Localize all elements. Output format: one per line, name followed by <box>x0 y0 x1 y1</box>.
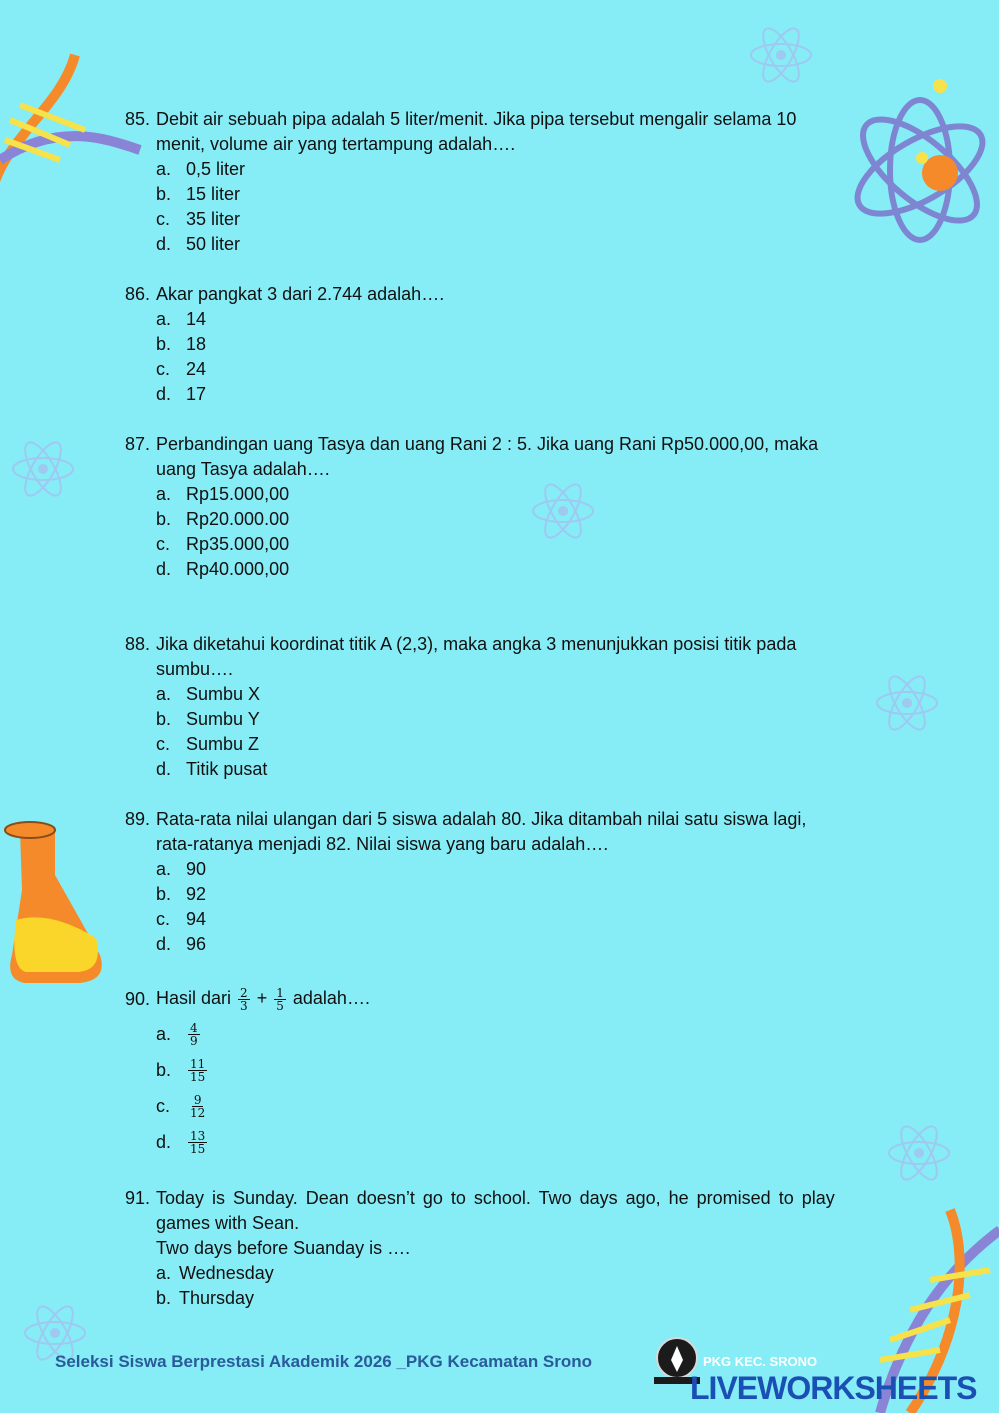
answer-option[interactable]: c. 94 <box>156 909 207 929</box>
atom-small-icon <box>10 436 76 502</box>
fraction: $\frac{4}{9}$ <box>190 1020 198 1048</box>
question-text: games with Sean. <box>156 1213 300 1233</box>
question-number: 89. <box>125 809 151 829</box>
fraction: $\frac{13}{15}$ <box>190 1128 206 1156</box>
answer-option[interactable]: d. $\frac{13}{15}$ <box>156 1128 206 1156</box>
question-text: uang Tasya adalah…. <box>156 459 330 479</box>
pkg-label: PKG KEC. SRONO <box>703 1354 818 1369</box>
answer-option[interactable]: c. 24 <box>156 359 207 379</box>
question-text: Hasil dari <box>156 988 232 1009</box>
question-text: sumbu…. <box>156 659 234 679</box>
question-number: 90. <box>125 988 151 1009</box>
answer-option[interactable]: b. 18 <box>156 334 207 354</box>
question-86 <box>125 282 905 407</box>
question-text: Two days before Suanday is …. <box>156 1238 411 1258</box>
fraction: $\frac{9}{12}$ <box>190 1092 206 1120</box>
question-number: 91. <box>125 1188 151 1208</box>
question-number: 86. <box>125 284 151 304</box>
question-89 <box>125 807 905 957</box>
question-number: 88. <box>125 634 151 654</box>
answer-option[interactable]: d. 17 <box>156 384 207 404</box>
atom-small-icon <box>748 22 814 88</box>
footer-title: Seleksi Siswa Berprestasi Akademik 2026 _PKG Kecamatan Srono <box>55 1352 593 1371</box>
answer-option[interactable]: b. Rp20.000.00 <box>156 509 290 529</box>
answer-option[interactable]: a. $\frac{4}{9}$ <box>156 1020 198 1048</box>
answer-option[interactable]: a. 90 <box>156 859 207 879</box>
answer-option[interactable]: c. $\frac{9}{12}$ <box>156 1092 206 1120</box>
answer-option[interactable]: d. Titik pusat <box>156 759 268 779</box>
question-90: 90. Hasil dari $\frac{2}{3}$ + $\frac{1}{5}$ adalah…. a. $\frac{4}{9}$ b. $\frac{11}{15}$ c. $\frac{9}{12}$ d. $\frac{13}{15}$ <box>125 984 905 1160</box>
question-85 <box>125 107 905 257</box>
answer-option[interactable]: b. 15 liter <box>156 184 241 204</box>
answer-option[interactable]: c. 35 liter <box>156 209 241 229</box>
answer-option[interactable]: b. Sumbu Y <box>156 709 260 729</box>
answer-option[interactable]: a. 14 <box>156 309 207 329</box>
answer-option[interactable]: d. Rp40.000,00 <box>156 559 290 579</box>
liveworksheets-brand: LIVEWORKSHEETS <box>690 1370 977 1406</box>
question-number: 85. <box>125 109 151 129</box>
answer-option[interactable]: a. Sumbu X <box>156 684 261 704</box>
question-88 <box>125 632 905 782</box>
answer-option[interactable]: d. 50 liter <box>156 234 241 254</box>
answer-option[interactable]: b. $\frac{11}{15}$ <box>156 1056 206 1084</box>
question-number: 87. <box>125 434 151 454</box>
answer-option[interactable]: a. 0,5 liter <box>156 159 246 179</box>
answer-option[interactable]: b. 92 <box>156 884 207 904</box>
question-text: rata-ratanya menjadi 82. Nilai siswa yang baru adalah…. <box>156 834 609 854</box>
answer-option[interactable]: c. Sumbu Z <box>156 734 260 754</box>
answer-option[interactable]: c. Rp35.000,00 <box>156 534 290 554</box>
question-text: Today is Sunday. Dean doesn’t go to school. Two days ago, he promised to play <box>156 1188 835 1208</box>
question-91 <box>125 1186 927 1311</box>
question-text: Rata-rata nilai ulangan dari 5 siswa adalah 80. Jika ditambah nilai satu siswa lagi, <box>156 809 807 829</box>
flask-decoration <box>0 820 110 990</box>
question-text: Jika diketahui koordinat titik A (2,3), maka angka 3 menunjukkan posisi titik pada <box>156 634 797 654</box>
question-text: Perbandingan uang Tasya dan uang Rani 2 : 5. Jika uang Rani Rp50.000,00, maka <box>156 434 819 454</box>
question-text: menit, volume air yang tertampung adalah…. <box>156 134 516 154</box>
fraction: $\frac{11}{15}$ <box>190 1056 206 1084</box>
question-87 <box>125 432 905 582</box>
question-text: Akar pangkat 3 dari 2.744 adalah…. <box>156 284 445 304</box>
answer-option[interactable]: d. 96 <box>156 934 207 954</box>
answer-option[interactable]: b. Thursday <box>156 1288 255 1308</box>
answer-option[interactable]: a. Rp15.000,00 <box>156 484 290 504</box>
fraction: $\frac{2}{3}$ <box>240 985 248 1013</box>
fraction: $\frac{1}{5}$ <box>276 985 284 1013</box>
answer-option[interactable]: a. Wednesday <box>156 1263 274 1283</box>
question-text: Debit air sebuah pipa adalah 5 liter/menit. Jika pipa tersebut mengalir selama 10 <box>156 109 797 129</box>
